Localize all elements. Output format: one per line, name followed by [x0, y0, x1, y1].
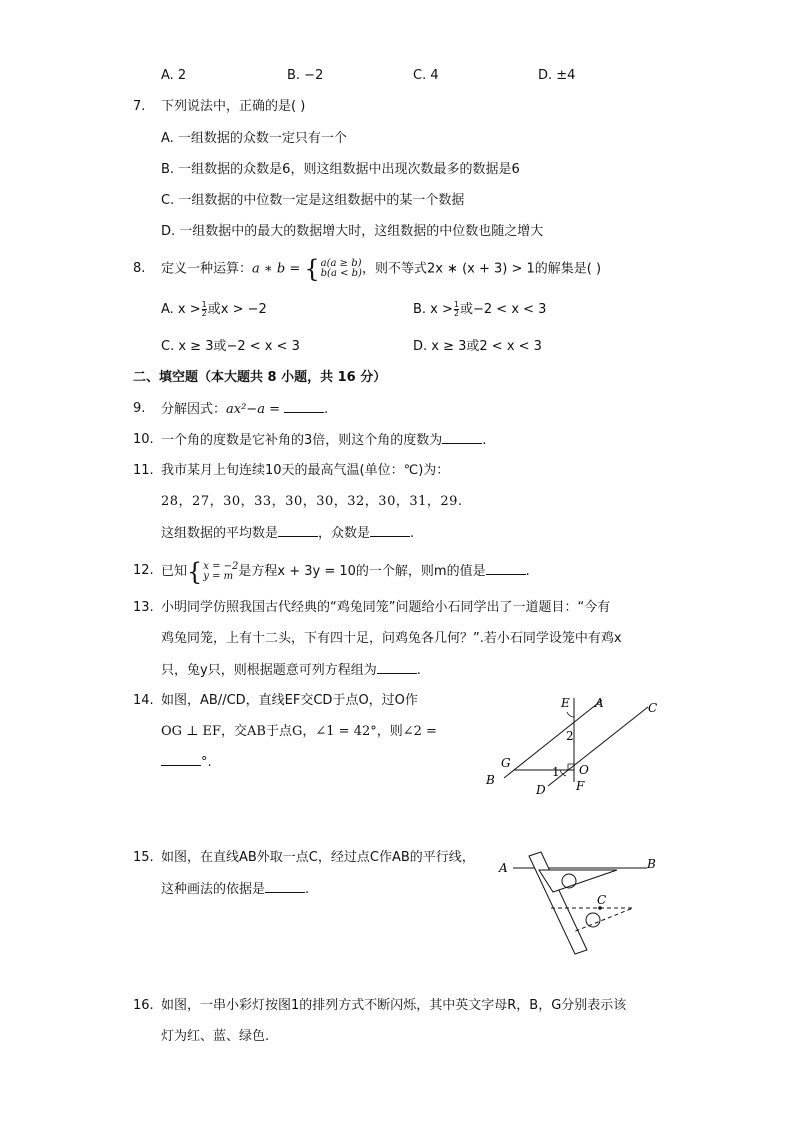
label-f: F	[576, 779, 585, 793]
q13-line3	[161, 660, 421, 681]
q14-line3	[161, 752, 212, 773]
label-b: B	[486, 773, 495, 787]
q8-b-post: 或−2 < x < 3	[460, 302, 547, 317]
label-b: B	[647, 857, 656, 871]
frac-den: 2	[453, 309, 459, 318]
q9-number: 9.	[133, 401, 146, 416]
q8-op: a ∗ b =	[252, 261, 301, 277]
q7-option-c: C. 一组数据的中位数一定是这组数据中的某一个数据	[161, 193, 465, 208]
q8-a-post: 或x > −2	[207, 302, 267, 317]
q15-line2	[161, 879, 309, 900]
ruler-icon	[529, 852, 587, 954]
q16-number: 16.	[133, 998, 154, 1013]
frac-num: 1	[201, 300, 207, 309]
q12-post: .	[525, 564, 530, 579]
q11-line1: 我市某月上旬连续10天的最高气温(单位：℃)为：	[161, 463, 450, 478]
q13-line3b: .	[416, 663, 421, 678]
q13-line2: 鸡兔同笼，上有十二头，下有四十足，问鸡兔各几何？”.若小石同学设笼中有鸡x	[161, 631, 622, 646]
q8-case2: b(a < b)	[320, 268, 362, 279]
q14-line3: °.	[201, 755, 212, 770]
q6-option-b: B. −2	[287, 68, 324, 83]
q10-stem	[161, 430, 486, 451]
q15-line2a: 这种画法的依据是	[161, 882, 266, 897]
q12-number: 12.	[133, 563, 154, 578]
frac-den: 2	[201, 309, 207, 318]
q6-option-c: C. 4	[413, 68, 439, 83]
q12-stem	[161, 557, 530, 586]
q16-line2: 灯为红、蓝、绿色.	[161, 1029, 270, 1044]
q9-stem	[161, 399, 328, 420]
q8-stem	[161, 255, 602, 283]
q12-system	[187, 557, 239, 586]
answer-blank[interactable]	[442, 430, 482, 444]
brace-icon: {	[187, 557, 203, 586]
q9-expr: ax²−a =	[226, 402, 280, 417]
label-e: E	[561, 696, 570, 710]
q11-line2: 28，27，30，33，30，30，32，30，31，29.	[161, 494, 463, 509]
q14-number: 14.	[133, 693, 154, 708]
label-c: C	[648, 701, 658, 715]
answer-blank[interactable]	[265, 879, 305, 893]
q11-line3a: 这组数据的平均数是	[161, 526, 279, 541]
section-heading-fill-blank: 二、填空题（本大题共 8 小题，共 16 分）	[133, 370, 387, 385]
q8-option-a	[161, 300, 267, 320]
answer-blank[interactable]	[161, 752, 201, 766]
q7-option-b: B. 一组数据的众数是6，则这组数据中出现次数最多的数据是6	[161, 162, 520, 177]
q6-option-d: D. ±4	[538, 68, 576, 83]
q12-case1: x = −2	[203, 560, 239, 572]
label-c: C	[597, 893, 607, 907]
label-a: A	[595, 696, 604, 710]
answer-blank[interactable]	[377, 660, 417, 674]
q7-stem: 下列说法中，正确的是( )	[161, 99, 306, 114]
q10-number: 10.	[133, 432, 154, 447]
answer-blank[interactable]	[278, 523, 318, 537]
answer-blank[interactable]	[370, 523, 410, 537]
q8-option-b	[413, 300, 546, 320]
set-square-solid-icon	[539, 870, 617, 892]
q8-piecewise	[304, 255, 362, 283]
q8-pre: 定义一种运算：	[161, 261, 253, 277]
label-angle-1: 1	[552, 765, 560, 779]
q10-pre: 一个角的度数是它补角的3倍，则这个角的度数为	[161, 433, 443, 448]
q11-number: 11.	[133, 463, 154, 478]
label-a: A	[499, 861, 508, 875]
q12-pre: 已知	[161, 564, 188, 579]
q10-post: .	[482, 433, 487, 448]
q9-post: .	[324, 402, 329, 417]
q11-line3	[161, 523, 414, 544]
brace-icon: {	[304, 255, 320, 283]
angle-2-arc	[567, 712, 574, 717]
q15-line1: 如图，在直线AB外取一点C，经过点C作AB的平行线，	[161, 850, 475, 865]
q8-a-pre: A. x >	[161, 302, 201, 317]
q8-case1: a(a ≥ b)	[320, 258, 362, 269]
q6-option-a: A. 2	[161, 68, 187, 83]
label-g: G	[501, 756, 511, 770]
q15-figure	[495, 848, 665, 958]
q8-number: 8.	[133, 261, 146, 276]
q8-b-pre: B. x >	[413, 302, 453, 317]
q12-case2: y = m	[203, 570, 234, 582]
label-angle-2: 2	[566, 729, 574, 743]
q11-line3b: ，众数是	[318, 526, 371, 541]
q7-option-d: D. 一组数据中的最大的数据增大时，这组数据的中位数也随之增大	[161, 224, 544, 239]
q8-option-d: D. x ≥ 3或2 < x < 3	[413, 339, 542, 354]
q14-figure	[480, 690, 670, 800]
q8-b-fraction	[454, 301, 459, 318]
q15-line2b: .	[305, 882, 310, 897]
q8-a-fraction	[202, 301, 207, 318]
q13-line1: 小明同学仿照我国古代经典的“鸡兔同笼”问题给小石同学出了一道题目：“今有	[161, 600, 611, 615]
q8-option-c: C. x ≥ 3或−2 < x < 3	[161, 339, 300, 354]
q14-line2: OG ⊥ EF，交AB于点G，∠1 = 42°，则∠2 =	[161, 724, 437, 739]
q13-number: 13.	[133, 600, 154, 615]
q7-number: 7.	[133, 99, 146, 114]
q16-line1: 如图，一串小彩灯按图1的排列方式不断闪烁，其中英文字母R，B，G分别表示该	[161, 998, 627, 1013]
label-d: D	[536, 783, 546, 797]
q14-line1: 如图，AB//CD，直线EF交CD于点O，过O作	[161, 693, 418, 708]
q11-line3c: .	[410, 526, 415, 541]
q12-mid: 是方程x + 3y = 10的一个解，则m的值是	[238, 564, 486, 579]
q9-pre: 分解因式：	[161, 402, 227, 417]
q8-post: ，则不等式2x ∗ (x + 3) > 1的解集是( )	[361, 261, 602, 277]
frac-num: 1	[453, 300, 459, 309]
q15-number: 15.	[133, 850, 154, 865]
label-o: O	[579, 763, 589, 777]
q7-option-a: A. 一组数据的众数一定只有一个	[161, 131, 347, 146]
answer-blank[interactable]	[486, 561, 526, 575]
answer-blank[interactable]	[284, 399, 324, 413]
set-square-dashed-hole-icon	[586, 913, 600, 927]
q13-line3a: 只，兔y只，则根据题意可列方程组为	[161, 663, 377, 678]
